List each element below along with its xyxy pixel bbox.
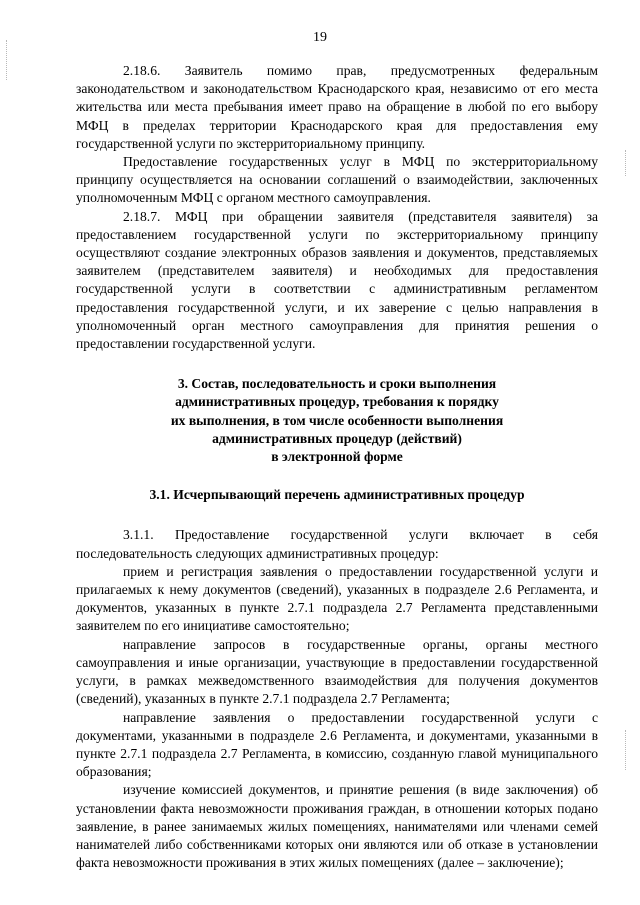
section-heading-line: административных процедур (действий) — [212, 430, 462, 446]
subsection-3-1-heading: 3.1. Исчерпывающий перечень административных процедур — [149, 487, 525, 503]
section-heading-line: в электронной форме — [271, 449, 403, 465]
list-item-commission: направление заявления о предоставлении государственной услуги с документами, указанными в подразделе 2.6 Регламента, и документами, указанными в пункте 2.7.1 подраздела 2.7 Регламента, в комиссию, созданную главой муниципального образования; — [76, 709, 598, 780]
scan-margin-marks — [625, 730, 628, 770]
scan-margin-marks — [6, 40, 9, 80]
section-heading-line: 3. Состав, последовательность и сроки выполнения — [177, 376, 497, 392]
list-item-requests: направление запросов в государственные органы, органы местного самоуправления и иные организации, участвующие в предоставлении государственной услуги, в рамках межведомственного взаимодействия для получения документов (сведений), указанных в пункте 2.7.1 подраздела 2.7 Регламента; — [76, 636, 598, 707]
paragraph-2-18-7: 2.18.7. МФЦ при обращении заявителя (представителя заявителя) за предоставлением государственной услуги по экстерриториальному принципу осуществляют создание электронных образов заявления и документов, представляемых заявителем (представителем заявителя) и необходимых для предоставления государственной услуги в соответствии с административным регламентом предоставления государственной услуги, и их заверение с целью направления в уполномоченный орган местного самоуправления для принятия решения о предоставлении государственной услуги. — [76, 208, 598, 352]
page-number: 19 — [313, 30, 327, 45]
section-heading-line: административных процедур, требования к порядку — [175, 394, 499, 410]
paragraph-3-1-1: 3.1.1. Предоставление государственной услуги включает в себя последовательность следующих административных процедур: — [76, 527, 598, 561]
section-heading-line: их выполнения, в том числе особенности выполнения — [170, 412, 504, 428]
list-item-study: изучение комиссией документов, и принятие решения (в виде заключения) об установлении факта невозможности проживания граждан, в отношении которых подано заявление, в ранее занимаемых жилых помещениях, нанимателями или членами семей нанимателей либо собственниками которых они являются или об отказе в установлении факта невозможности проживания в этих жилых помещениях (далее – заключение); — [76, 782, 598, 871]
list-item-reception: прием и регистрация заявления о предоставлении государственной услуги и прилагаемых к нему документов (сведений), указанных в подразделе 2.6 Регламента, и документов, указанных в пункте 2.7.1 подраздела 2.7 Регламента представленными заявителем по его инициативе самостоятельно; — [76, 563, 598, 634]
scan-margin-marks — [625, 150, 628, 176]
paragraph-2-18-6: 2.18.6. Заявитель помимо прав, предусмотренных федеральным законодательством и законодательством Краснодарского края, независимо от его места жительства или места пребывания имеет право на обращение в любой по его выбору МФЦ в пределах территории Краснодарского края для предоставления ему государственной услуги по экстерриториальному принципу. — [76, 63, 598, 151]
paragraph-extraterritorial: Предоставление государственных услуг в МФЦ по экстерриториальному принципу осуществляется на основании соглашений о взаимодействии, заключенных уполномоченным МФЦ с органом местного самоуправления. — [76, 154, 598, 206]
document-body — [76, 62, 598, 872]
section-3-heading — [76, 375, 598, 466]
